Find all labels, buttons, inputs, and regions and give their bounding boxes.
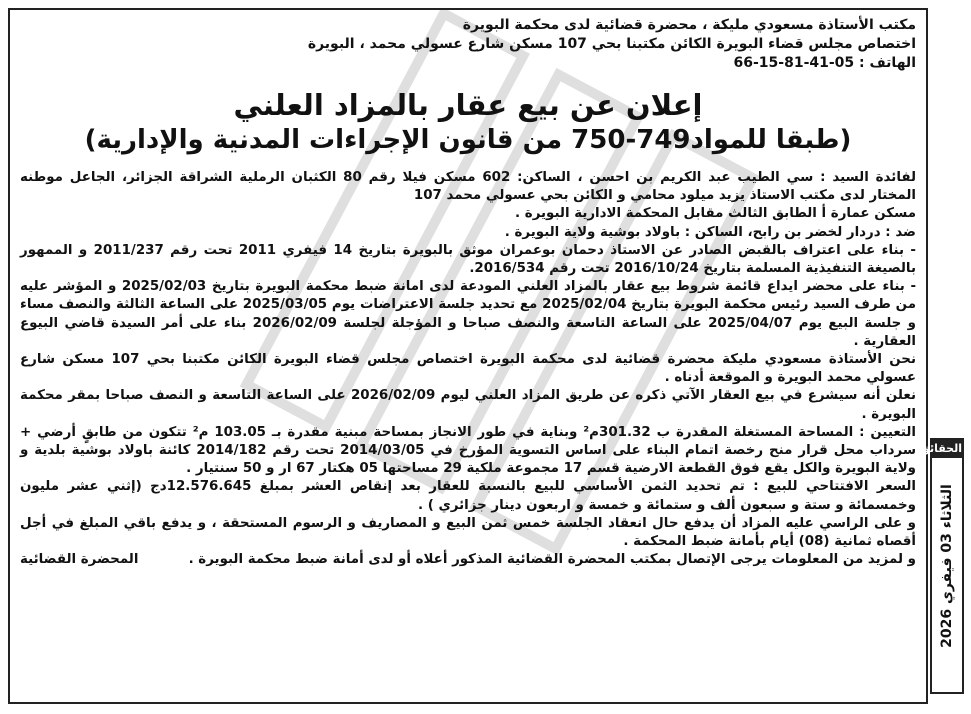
paragraph-announcement: نعلن أنه سيشرع في بيع العقار الآتي ذكره عن طريق المزاد العلني ليوم 2026/02/09 على الساعة التاسعة و النصف صباحا بمقر محكمة البويرة . [20, 388, 916, 422]
paragraph-bailiff: نحن الأستاذة مسعودي مليكة محضرة قضائية لدى محكمة البويرة اختصاص مجلس قضاء البويرة الكائن مكتبنا بحي 107 مسكن شارع عسولي محمد البويرة و الموقعة أدناه . [20, 352, 916, 386]
closing-row [20, 551, 916, 569]
office-line: مكتب الأستاذة مسعودي مليكة ، محضرة قضائية لدى محكمة البويرة [462, 17, 916, 33]
phone-number: 66-15-81-41-05 [733, 55, 855, 71]
paragraph-payment: و على الراسي عليه المزاد أن يدفع حال انعقاد الجلسة خمس ثمن البيع و المصاريف و الرسوم المستحقة ، و يدفع باقي المبلغ في أجل أقصاه ثمانية (08) أيام بأمانة ضبط المحكمة . [20, 515, 916, 550]
paragraph-designation: التعيين : المساحة المستغلة المقدرة ب 301.32م² وبناية في طور الانجاز بمساحة مبنية مقدرة بـ 103.05 م² تتكون من طابقٍ أرضي + سرداب محل قرار منح رخصة اتمام البناء على اساس التسوية المؤرخ في 2014/03/05 تحت رقم 2014/182 كائنة باولاد بوشية بلدية و ولاية البويرة والكل يقع فوق القطعة الارضية قسم 17 مجموعة ملكية 29 مساحتها 05 هكتار 67 ار و 50 سنتيار . [20, 424, 916, 477]
newspaper-name-box: الحقائق [932, 440, 962, 458]
newspaper-date-strip [930, 438, 964, 694]
newspaper-date: الثلاثاء 03 فيفري 2026 [939, 484, 955, 648]
paragraph-receipt: - بناء على اعتراف بالقبض الصادر عن الاستاذ دحمان بوعمران موثق بالبويرة بتاريخ 14 فيفري 2011 تحت رقم 2011/237 و الممهور بالصيغة التنفيذية المسلمة بتاريخ 2016/10/24 تحت رقم 2016/534. [20, 242, 916, 277]
paragraph-address: مسكن عمارة أ الطابق الثالث مقابل المحكمة الادارية البويرة . [515, 206, 916, 222]
paragraph-conditions: - بناء على محضر ايداع قائمة شروط بيع عقار بالمزاد العلني المودعة لدى امانة ضبط محكمة البويرة بتاريخ 2025/02/03 و المؤشر عليه من طرف السيد رئيس محكمة البويرة بتاريخ 2025/02/04 مع تحديد جلسة الاعتراضات يوم 2025/03/05 على الساعة الثالثة والنصف مساء و جلسة البيع يوم 2025/04/07 على الساعة التاسعة والنصف صباحا و المؤجلة لجلسة 2026/02/09 بناء على أمر السيدة قاضي البيوع العقارية . [20, 279, 916, 349]
phone-line [20, 54, 916, 73]
signature: المحضرة القضائية [20, 552, 139, 568]
phone-label: الهاتف : [859, 55, 916, 71]
paragraph-beneficiary: لفائدة السيد : سي الطيب عبد الكريم بن احسن ، الساكن: 602 مسكن فيلا رقم 80 الكثبان الرملية الشراقة الجزائر، الجاعل موطنه المختار لدى مكتب الاستاذ يزيد ميلود محامي و الكائن بحي عسولي محمد 107 [20, 170, 917, 204]
notice-subtitle: (طبقا للمواد749-750 من قانون الإجراءات المدنية والإدارية) [84, 125, 852, 155]
contact-line: و لمزيد من المعلومات يرجى الإتصال بمكتب المحضرة القضائية المذكور أعلاه أو لدى أمانة ضبط محكمة البويرة . [188, 552, 916, 568]
paragraph-opening-price: السعر الافتتاحي للبيع : تم تحديد الثمن الأساسي للبيع بالنسبة للعقار بعد إنقاص العشر بمبلغ 12.576.645دج (إثني عشر مليون وخمسمائة و ستة و سبعون ألف و ستمائة و خمسة و اربعون دينار جزائري ) . [20, 479, 916, 513]
notice-title: إعلان عن بيع عقار بالمزاد العلني [233, 88, 703, 122]
legal-notice [8, 8, 928, 704]
jurisdiction-line: اختصاص مجلس قضاء البويرة الكائن مكتبنا بحي 107 مسكن شارع عسولي محمد ، البويرة [307, 36, 916, 52]
paragraph-against: ضد : دردار لخضر بن رابح، الساكن : باولاد بوشية ولاية البويرة . [504, 224, 916, 240]
